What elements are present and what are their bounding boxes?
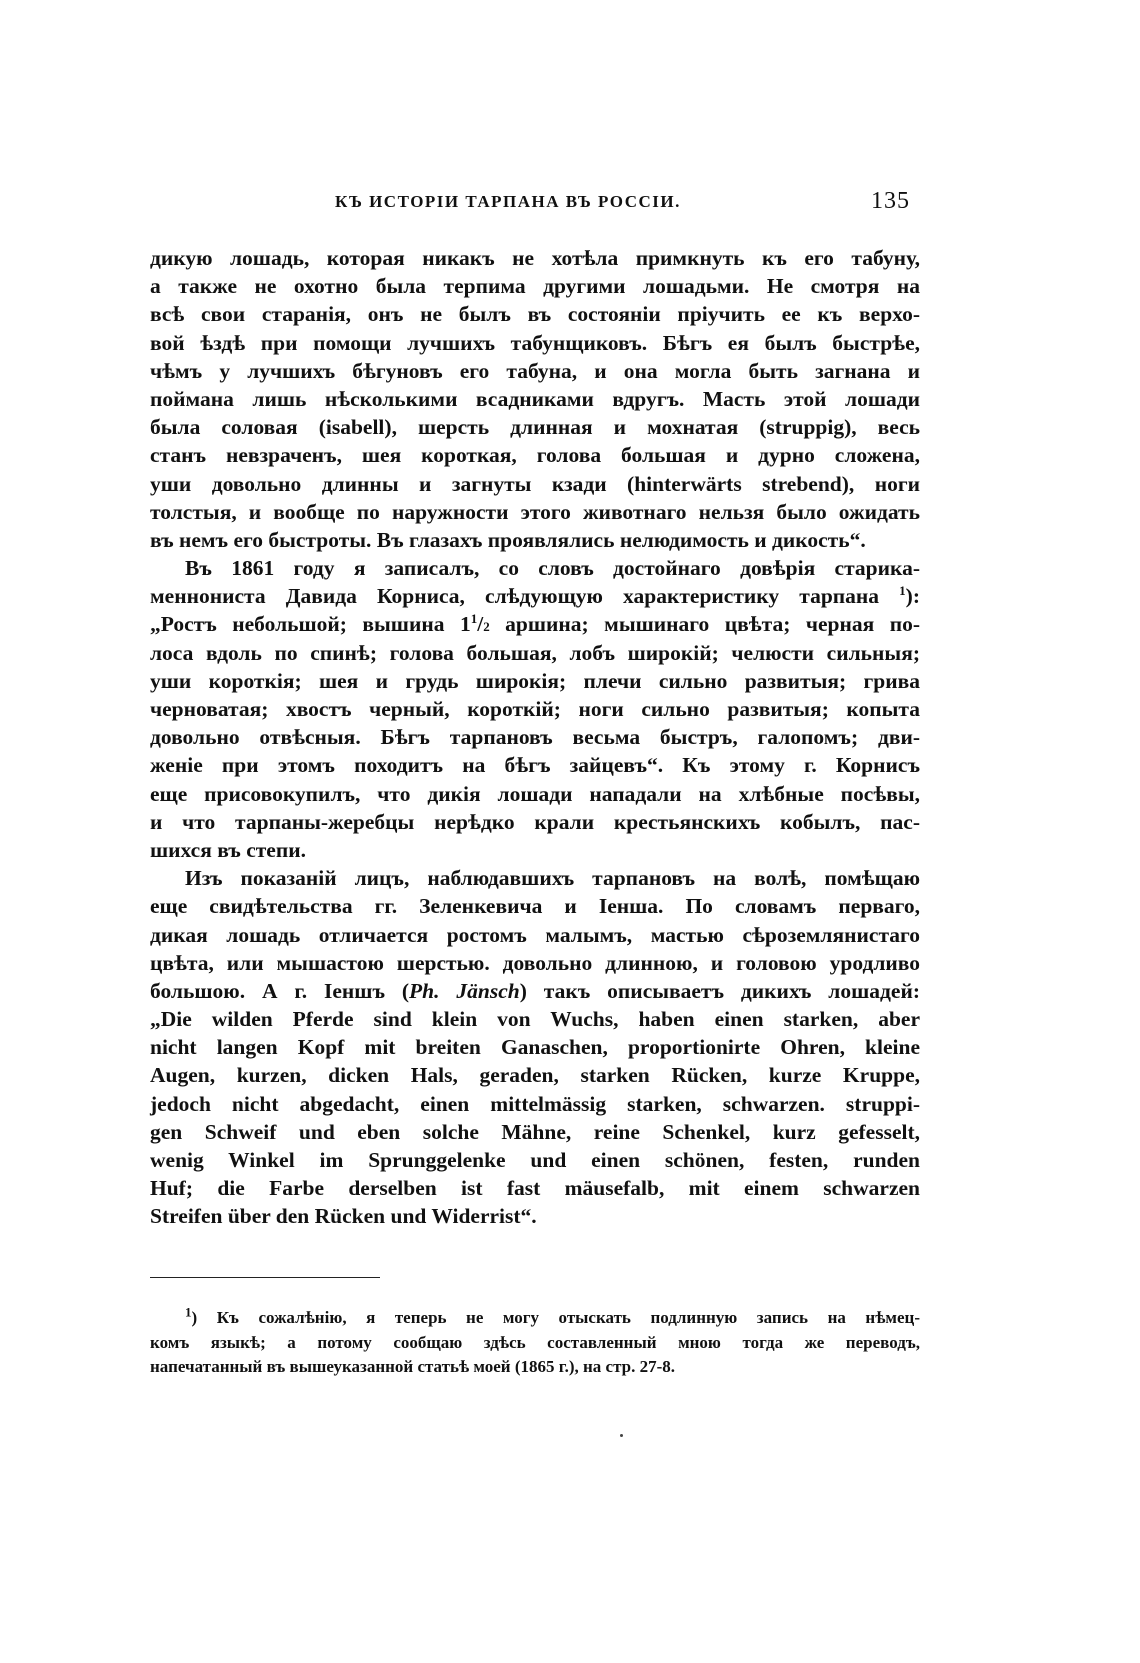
text-line: дикая лошадь отличается ростомъ малымъ, мастью сѣроземлянистаго — [150, 922, 920, 947]
footnote — [150, 1306, 920, 1380]
footnote-line: комъ языкѣ; а потому сообщаю здѣсь составленный мною тогда же переводъ, — [150, 1332, 920, 1352]
text-line: еще свидѣтельства гг. Зеленкевича и Іенша. По словамъ перваго, — [150, 894, 920, 919]
text-line: всѣ свои старанія, онъ не былъ въ состояніи пріучить ее къ верхо- — [150, 302, 920, 327]
text-line: женіе при этомъ походитъ на бѣгъ зайцевъ“. Къ этому г. Корнисъ — [150, 753, 920, 778]
text-fragment: ) Къ сожалѣнію, я теперь не могу отыскать подлинную запись на нѣмец- — [191, 1308, 920, 1327]
page-number: 135 — [871, 188, 910, 214]
text-line: уши короткія; шея и грудь широкія; плечи сильно развитыя; грива — [150, 668, 920, 693]
author-name-italic: Ph. Jänsch — [409, 978, 520, 1003]
text-fragment: аршина; мышинаго цвѣта; черная по- — [489, 612, 920, 637]
german-quote-line: Huf; die Farbe derselben ist fast mäusefalb, mit einem schwarzen — [150, 1176, 920, 1201]
german-quote-line: Augen, kurzen, dicken Hals, geraden, starken Rücken, kurze Kruppe, — [150, 1063, 920, 1088]
text-line: еще присовокупилъ, что дикія лошади нападали на хлѣбные посѣвы, — [150, 781, 920, 806]
german-quote-line: gen Schweif und eben solche Mähne, reine Schenkel, kurz gefesselt, — [150, 1119, 920, 1144]
main-text — [150, 244, 920, 1231]
german-quote-line: Streifen über den Rücken und Widerrist“. — [150, 1204, 537, 1229]
text-line: лоса вдоль по спинѣ; голова большая, лобъ широкій; челюсти сильныя; — [150, 640, 920, 665]
text-line — [150, 610, 920, 638]
page-header — [150, 188, 925, 220]
text-fragment: большою. А г. Іеншъ ( — [150, 978, 410, 1003]
text-line: была соловая (isabell), шерсть длинная и мохнатая (struppig), весь — [150, 415, 920, 440]
footnote-marker: 1 — [185, 1304, 192, 1320]
text-fragment: ) такъ описываетъ дикихъ лошадей: — [519, 978, 920, 1003]
fraction-slash: / — [477, 612, 484, 637]
fraction-numerator: 1 — [470, 611, 478, 627]
footnote-separator — [150, 1277, 380, 1278]
text-line: довольно отвѣсныя. Бѣгъ тарпановъ весьма быстръ, галопомъ; дви- — [150, 725, 920, 750]
text-line: черноватая; хвостъ черный, короткій; ноги сильно развитыя; копыта — [150, 697, 920, 721]
footnote-line: напечатанный въ вышеуказанной статьѣ моей (1865 г.), на стр. 27-8. — [150, 1357, 675, 1376]
german-quote-line: jedoch nicht abgedacht, einen mittelmässig starken, schwarzen. struppi- — [150, 1091, 920, 1116]
text-line — [150, 977, 920, 1005]
text-line: дикую лошадь, которая никакъ не хотѣла примкнуть къ его табуну, — [150, 246, 920, 270]
text-line: станъ невзраченъ, шея короткая, голова большая и дурно сложена, — [150, 443, 920, 468]
text-fragment: „Ростъ небольшой; вышина 1 — [150, 612, 471, 637]
text-line: шихся въ степи. — [150, 837, 307, 862]
text-line: Изъ показаній лицъ, наблюдавшихъ тарпановъ на волѣ, помѣщаю — [185, 866, 920, 891]
text-line: вой ѣздѣ при помощи лучшихъ табунщиковъ. Бѣгъ ея былъ быстрѣе, — [150, 330, 920, 355]
text-line: цвѣта, или мышастою шерстью. довольно длинною, и головою уродливо — [150, 950, 920, 975]
text-line — [150, 582, 920, 610]
text-line: поймана лишь нѣсколькими всадниками вдругъ. Масть этой лошади — [150, 386, 920, 411]
german-quote-line: nicht langen Kopf mit breiten Ganaschen, proportionirte Ohren, kleine — [150, 1035, 920, 1060]
text-line: и что тарпаны-жеребцы нерѣдко крали крестьянскихъ кобылъ, пас- — [150, 809, 920, 834]
text-line: а также не охотно была терпима другими лошадьми. Не смотря на — [150, 274, 920, 299]
print-speck — [620, 1434, 623, 1437]
fraction-denominator: 2 — [483, 619, 490, 635]
text-line: уши довольно длинны и загнуты кзади (hinterwärts strebend), ноги — [150, 471, 920, 496]
footnote-line — [150, 1306, 920, 1331]
text-fragment: меннониста Давида Корниса, слѣдующую характеристику тарпана — [150, 584, 900, 609]
text-line: толстыя, и вообще по наружности этого животнаго нельзя было ожидать — [150, 499, 920, 524]
text-fragment: ): — [905, 584, 920, 609]
footnote-reference: 1 — [899, 583, 906, 599]
text-line: чѣмъ у лучшихъ бѣгуновъ его табуна, и она могла быть загнана и — [150, 358, 920, 383]
german-quote-line: „Die wilden Pferde sind klein von Wuchs, haben einen starken, aber — [150, 1007, 920, 1032]
text-line: Въ 1861 году я записалъ, со словъ достойнаго довѣрія старика- — [185, 556, 920, 581]
german-quote-line: wenig Winkel im Sprunggelenke und einen schönen, festen, runden — [150, 1148, 920, 1172]
running-head: КЪ ИСТОРІИ ТАРПАНА ВЪ РОССІИ. — [335, 192, 681, 211]
text-line: въ немъ его быстроты. Въ глазахъ проявлялись нелюдимость и дикость“. — [150, 527, 866, 552]
